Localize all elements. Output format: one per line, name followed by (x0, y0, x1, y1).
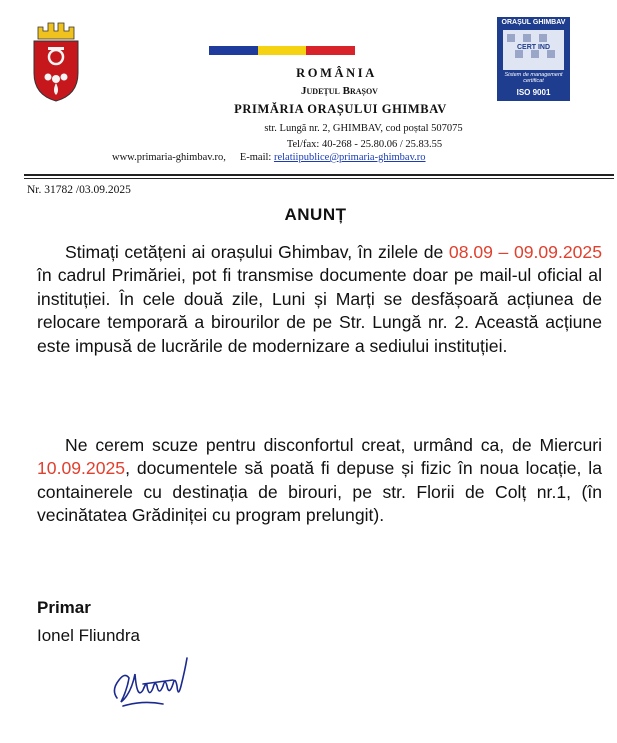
cert-graphic (503, 30, 564, 70)
email-link[interactable]: relatiipublice@primaria-ghimbav.ro (273, 152, 426, 163)
document-number: Nr. 31782 /03.09.2025 (27, 184, 131, 196)
cert-standard: ISO 9001 (516, 88, 551, 97)
iso-certification-badge (497, 17, 570, 101)
website-link[interactable]: www.primaria-ghimbav.ro, (112, 152, 226, 163)
contact-line (112, 152, 426, 163)
paragraph-2-date: 10.09.2025 (37, 458, 126, 479)
flag-yellow (258, 46, 307, 55)
handwritten-signature (103, 650, 203, 712)
announcement-paragraph-2 (37, 434, 602, 528)
header-divider-thin (24, 178, 614, 179)
cert-subtitle: Sistem de management certificat (504, 72, 563, 84)
flag-red (306, 46, 355, 55)
document-title: ANUNȚ (284, 205, 347, 224)
cert-mark: CERT IND (516, 44, 551, 51)
phone-line: Tel/fax: 40-268 - 25.80.06 / 25.83.55 (286, 139, 443, 150)
flag-blue (209, 46, 258, 55)
paragraph-2-text-b: , documentele să poată fi depuse și fizic în noua locație, la containerele cu destinația de birouri, pe str. Florii de Colț nr.1, (în vecinătatea Grădiniței cu program prelungit). (37, 458, 602, 526)
paragraph-1-text-b: în cadrul Primăriei, pot fi transmise documente doar pe mail-ul oficial al instituției. În cele două zile, Luni și Marți se desfășoară acțiunea de relocare temporară a birourilor de pe Str. Lungă nr. 2. Această acțiune este impusă de lucrările de modernizare a sediului instituției. (37, 265, 602, 356)
townhall-name: PRIMĂRIA ORAȘULUI GHIMBAV (234, 102, 447, 116)
address-line: str. Lungă nr. 2, GHIMBAV, cod poștal 507075 (264, 123, 463, 134)
signer-name: Ionel Fliundra (37, 626, 141, 645)
email-label: E-mail: (239, 152, 272, 163)
paragraph-1-text-a: Stimați cetățeni ai orașului Ghimbav, în zilele de (65, 242, 449, 262)
header-divider (24, 174, 614, 176)
announcement-paragraph-1 (37, 241, 602, 358)
paragraph-1-date: 08.09 – 09.09.2025 (448, 242, 602, 262)
signer-role: Primar (37, 598, 91, 617)
flag-stripe (209, 46, 355, 55)
cert-badge-top: ORAȘUL GHIMBAV (501, 19, 566, 26)
country-name: ROMÂNIA (296, 66, 377, 80)
county-name: Județul Brașov (301, 85, 378, 97)
paragraph-2-text-a: Ne cerem scuze pentru disconfortul creat, urmând ca, de Miercuri (65, 435, 602, 455)
